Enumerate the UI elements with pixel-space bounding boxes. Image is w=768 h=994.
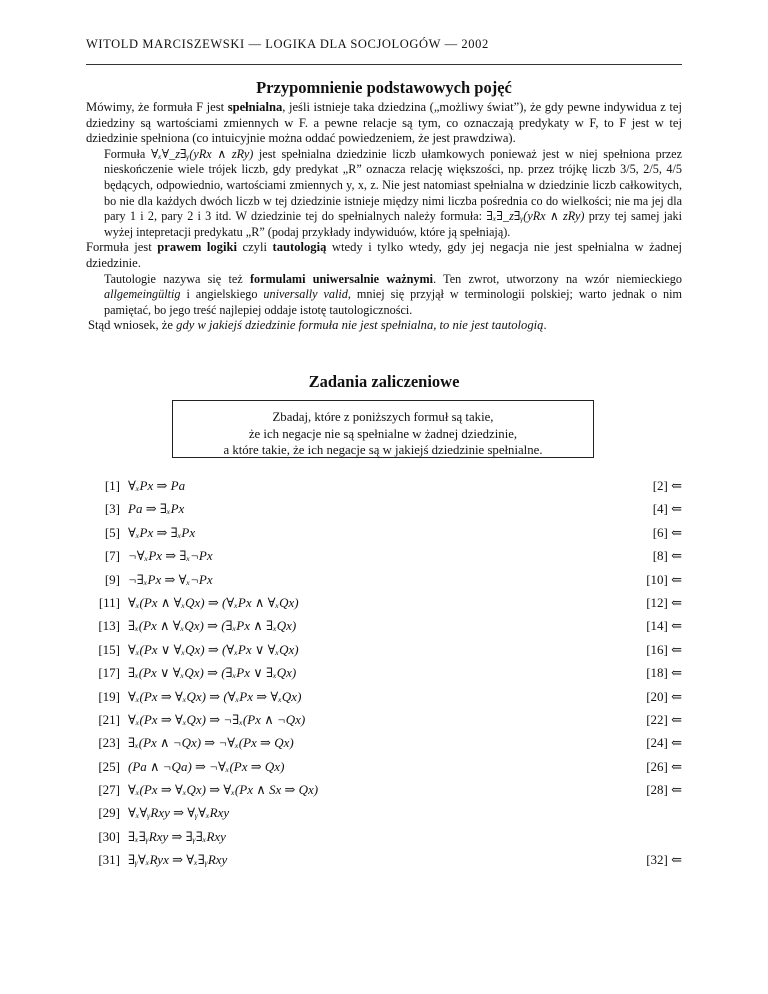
task-number: [17] xyxy=(98,665,120,681)
term-universally-valid: formulami uniwersalnie ważnymi xyxy=(249,271,434,286)
task-number: [25] xyxy=(98,758,120,774)
task-row xyxy=(86,778,682,801)
task-number: [19] xyxy=(98,688,120,704)
task-reference: [20] ⇐ xyxy=(646,688,682,704)
task-number: [30] xyxy=(98,828,120,844)
task-formula: ∀ₓ(Px ∨ ∀ₓQx) ⇒ (∀ₓPx ∨ ∀ₓQx) xyxy=(128,641,299,657)
task-formula: (Pa ∧ ¬Qa) ⇒ ¬∀ₓ(Px ⇒ Qx) xyxy=(128,758,285,774)
task-number: [31] xyxy=(98,852,120,868)
task-reference: [8] ⇐ xyxy=(652,548,682,564)
task-reference: [18] ⇐ xyxy=(646,665,682,681)
task-formula: ∃ₓ∃ᵧRxy ⇒ ∃ᵧ∃ₓRxy xyxy=(128,828,226,844)
task-row xyxy=(86,801,682,824)
term-law-of-logic: prawem logiki xyxy=(157,240,237,255)
task-number: [3] xyxy=(104,501,120,517)
task-formula: Pa ⇒ ∃ₓPx xyxy=(128,501,185,517)
task-row xyxy=(86,708,682,731)
task-number: [29] xyxy=(98,805,120,821)
task-reference: [6] ⇐ xyxy=(652,524,682,540)
task-row xyxy=(86,474,682,497)
instruction-line: Zbadaj, które z poniższych formuł są takie, xyxy=(272,410,494,424)
task-reference: [28] ⇐ xyxy=(646,782,682,798)
task-formula: ∃ᵧ∀ₓRyx ⇒ ∀ₓ∃ᵧRxy xyxy=(128,852,228,868)
task-row xyxy=(86,825,682,848)
task-formula: ∀ₓPx ⇒ ∃ₓPx xyxy=(128,524,196,540)
section-title-reminder: Przypomnienie podstawowych pojęć xyxy=(256,78,512,97)
section-title-tasks: Zadania zaliczeniowe xyxy=(308,372,460,391)
instruction-line: że ich negacje nie są spełnialne w żadnej dziedzinie, xyxy=(248,426,518,441)
task-formula: ∃ₓ(Px ∨ ∀ₓQx) ⇒ (∃ₓPx ∨ ∃ₓQx) xyxy=(128,665,297,681)
task-row xyxy=(86,521,682,544)
task-number: [11] xyxy=(98,594,120,610)
task-row xyxy=(86,661,682,684)
task-number: [23] xyxy=(98,735,120,751)
task-row xyxy=(86,638,682,661)
task-row xyxy=(86,544,682,567)
task-formula: ∀ₓPx ⇒ Pa xyxy=(128,478,186,493)
term-satisfiable: spełnialna xyxy=(227,100,283,114)
task-formula: ¬∀ₓPx ⇒ ∃ₓ¬Px xyxy=(128,548,213,564)
task-formula: ∃ₓ(Px ∧ ¬Qx) ⇒ ¬∀ₓ(Px ⇒ Qx) xyxy=(128,735,294,751)
term-tautology: tautologią xyxy=(272,240,327,255)
paragraph-universally-valid: Tautologie nazywa się też formulami uniwersalnie ważnymi. Ten zwrot, utworzony na wzór niemieckiego allgemeingültig i angielskiego universally valid, mniej się przyjął w terminologii polskiej; warto jednak o nim pamiętać, bo jego treść najlepiej oddaje istotę tautologiczności. xyxy=(104,271,683,317)
task-reference: [26] ⇐ xyxy=(646,758,682,774)
task-row xyxy=(86,591,682,614)
paragraph-example: Formuła ∀ₓ∀_z∃ᵧ(yRx ∧ zRy) jest spełnialna dziedzinie liczb ułamkowych ponieważ jest w niej spełniona przez nieskończenie wiele trójek liczb, gdy predykat „R” oznacza relację większości, np. przez trójkę liczb 3/5, 2/5, 4/5 będących, odpowiednio, wartościami zmiennych y, x, z. Nie jest natomiast spełnialna w dziedzinie liczb całkowitych, bo nie dla każdych dwóch liczb w tej dziedzinie istnieje między nimi liczba pośrednia co do wielkości; nie ma jej dla pary 1 i 2, pary 2 i 3 itd. W dziedzinie tej do spełnialnych należy formuła: ∃ₓ∃_z∃ᵧ(yRx ∧ zRy) przy tej samej jaki wyżej intepretacji predykatu „R” (podaj przykłady indywiduów, które ją spełniają). xyxy=(104,146,682,239)
task-row xyxy=(86,497,682,520)
task-formula: ∀ₓ∀ᵧRxy ⇒ ∀ᵧ∀ₓRxy xyxy=(128,805,230,821)
task-formula: ∀ₓ(Px ∧ ∀ₓQx) ⇒ (∀ₓPx ∧ ∀ₓQx) xyxy=(128,594,299,610)
header-rule xyxy=(86,64,682,65)
instruction-box xyxy=(172,400,594,458)
task-number: [9] xyxy=(104,571,120,587)
task-row xyxy=(86,614,682,637)
task-formula: ∃ₓ(Px ∧ ∀ₓQx) ⇒ (∃ₓPx ∧ ∃ₓQx) xyxy=(128,618,297,634)
task-reference: [32] ⇐ xyxy=(646,852,682,868)
task-reference: [16] ⇐ xyxy=(646,641,682,657)
task-list xyxy=(86,474,682,872)
paragraph-tautology: Formuła jest prawem logiki czyli tautologią wtedy i tylko wtedy, gdy jej negacja nie jest spełnialna w żadnej dziedzinie. xyxy=(86,240,682,270)
task-row xyxy=(86,848,682,871)
task-row xyxy=(86,755,682,778)
task-reference: [2] ⇐ xyxy=(652,478,682,493)
instruction-line: a które takie, że ich negacje są w jakiejś dziedzinie spełnialne. xyxy=(223,443,543,457)
task-reference: [4] ⇐ xyxy=(652,501,682,517)
paragraph-satisfiable: Mówimy, że formuła F jest spełnialna, jeśli istnieje taka dziedzina („możliwy świat”), że gdy pewne indywidua z tej dziedziny są wartościami zmiennych w F. a pewne relacje są tym, co oznaczają predykaty w F, to F jest w tej dziedzinie spełniona (co intuicyjnie można oddać powiedzeniem, że jest prawdziwa). xyxy=(86,100,682,146)
formula-example-1: ∀ₓ∀_z∃ᵧ(yRx ∧ zRy) xyxy=(150,146,254,161)
task-formula: ∀ₓ(Px ⇒ ∀ₓQx) ⇒ (∀ₓPx ⇒ ∀ₓQx) xyxy=(128,688,302,704)
task-reference: [22] ⇐ xyxy=(646,711,682,727)
task-number: [5] xyxy=(104,524,120,540)
task-reference: [10] ⇐ xyxy=(646,571,682,587)
running-header: WITOLD MARCISZEWSKI — LOGIKA DLA SOCJOLOGÓW — 2002 xyxy=(86,37,489,51)
task-number: [15] xyxy=(98,641,120,657)
task-number: [13] xyxy=(98,618,120,634)
task-reference: [14] ⇐ xyxy=(646,618,682,634)
reminder-text xyxy=(86,100,682,334)
task-row xyxy=(86,731,682,754)
task-number: [7] xyxy=(104,548,120,564)
task-row xyxy=(86,568,682,591)
task-formula: ¬∃ₓPx ⇒ ∀ₓ¬Px xyxy=(128,571,213,587)
task-formula: ∀ₓ(Px ⇒ ∀ₓQx) ⇒ ∀ₓ(Px ∧ Sx ⇒ Qx) xyxy=(128,782,319,798)
task-reference: [12] ⇐ xyxy=(646,594,682,610)
paragraph-conclusion: Stąd wniosek, że gdy w jakiejś dziedzinie formuła nie jest spełnialna, to nie jest tautologią. xyxy=(88,318,547,333)
task-formula: ∀ₓ(Px ⇒ ∀ₓQx) ⇒ ¬∃ₓ(Px ∧ ¬Qx) xyxy=(128,711,306,727)
formula-example-2: ∃ₓ∃_z∃ᵧ(yRx ∧ zRy) xyxy=(486,209,585,224)
task-reference: [24] ⇐ xyxy=(646,735,682,751)
task-row xyxy=(86,685,682,708)
task-number: [27] xyxy=(98,782,120,798)
task-number: [1] xyxy=(104,478,120,493)
task-number: [21] xyxy=(98,711,120,727)
